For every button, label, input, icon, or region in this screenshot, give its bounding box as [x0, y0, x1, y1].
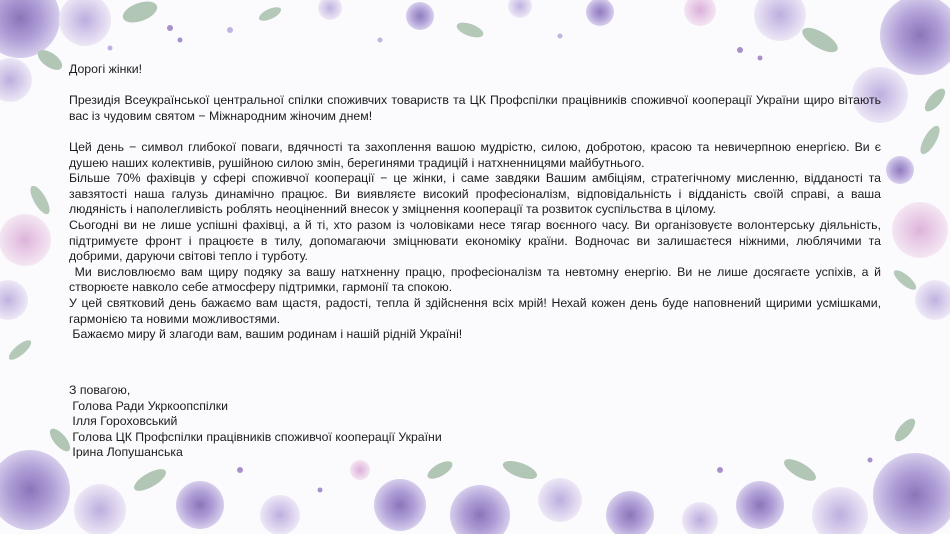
- flower-cluster-left: [0, 183, 53, 363]
- paragraph-1: Цей день − символ глибокої поваги, вдячності та захоплення вашою мудрістю, силою, добротою, красою та невичерпною енергією. Ви є душею наших колективів, рушійною силою змін, берегинями традицій і натхненницями майбутнього.: [69, 139, 881, 170]
- flower-cluster-right: [886, 123, 950, 320]
- signature-block: [69, 383, 442, 461]
- greeting: Дорогі жінки!: [69, 62, 143, 76]
- paragraph-6: Бажаємо миру й злагоди вам, вашим родинам і нашій рідній Україні!: [69, 327, 463, 342]
- flower-cluster-bottom-center: [350, 457, 654, 534]
- paragraph-3: Сьогодні ви не лише успішні фахівці, а й ті, хто разом із чоловіками несе тягар воєнного часу. Ви організовуєте волонтерську діяльність, підтримуєте фронт і працюєте в тилу, допомагаючи зміцнювати економіку країни. Водночас ви залишаєтеся ніжними, люблячими та добрими, даруючи світові тепло і турботу.: [69, 217, 881, 264]
- signature-line-4: Ірина Лопушанська: [69, 445, 183, 460]
- flower-sprigs-top: [227, 0, 614, 43]
- signature-line-2: Ілля Гороховський: [69, 414, 178, 429]
- flower-cluster-bottom-right: [682, 415, 950, 534]
- signature-line-1: Голова Ради Укркоопспілки: [69, 398, 229, 413]
- letter-body: [69, 62, 885, 343]
- signature-line-3: Голова ЦК Профспілки працівників споживчої кооперації України: [69, 429, 442, 444]
- paragraph-4: Ми висловлюємо вам щиру подяку за вашу натхненну працю, професіоналізм та невтомну енергію. Ви не лише досягаєте успіхів, а й створюєте навколо себе атмосферу підтримки, гармонії та спокою.: [69, 264, 885, 295]
- closing: З повагою,: [69, 383, 131, 397]
- intro-paragraph: Президія Всеукраїнської центральної спілки споживчих товариств та ЦК Профспілки працівників споживчої кооперації України щиро вітають вас із чудовим святом − Міжнародним жіночим днем!: [69, 93, 881, 123]
- paragraph-5: У цей святковий день бажаємо вам щастя, радості, тепла й здійснення всіх мрій! Нехай кожен день буде наповнений щирими усмішками, гармонією та новими можливостями.: [69, 295, 881, 326]
- paragraph-2: Більше 70% фахівців у сфері споживчої кооперації − це жінки, і саме завдяки Вашим амбіціям, стратегічному мисленню, відданості та завзятості наша галузь динамічно працює. Ви виявляєте високий професіоналізм, відповідальність і відданість своїй справі, а ваша людяність і наполегливість роблять неоціненний внесок у зміцнення кооперації та розвиток суспільства в цілому.: [69, 171, 881, 217]
